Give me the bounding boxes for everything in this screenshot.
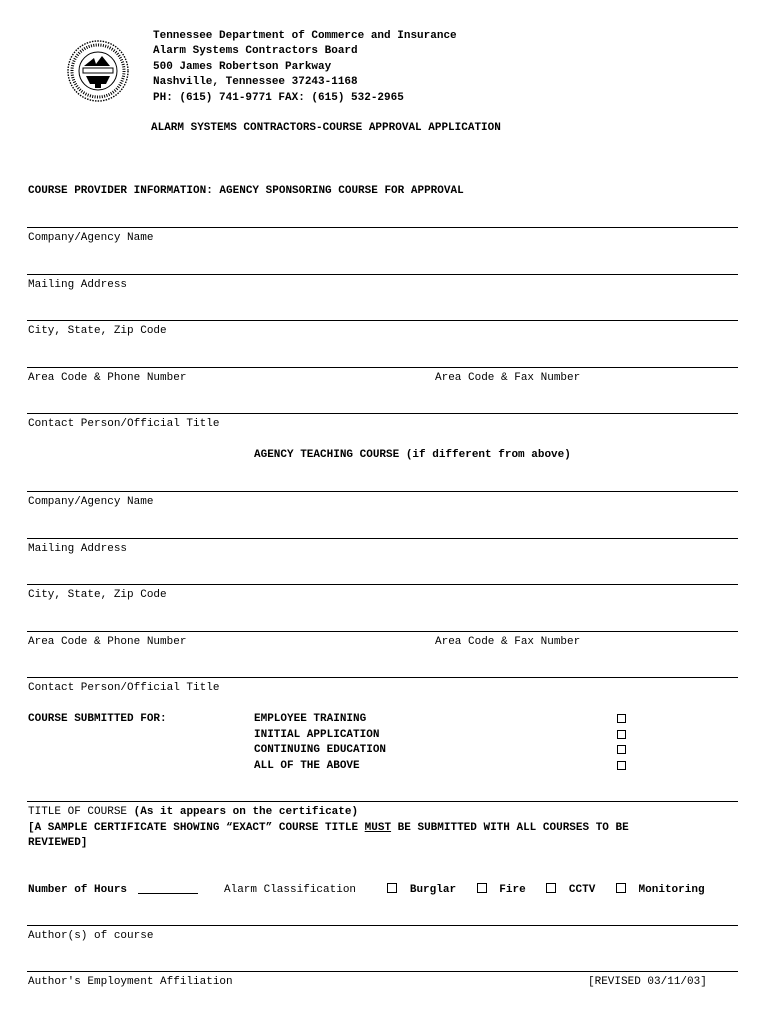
sample-note-start: [A SAMPLE CERTIFICATE SHOWING “EXACT” COURSE TITLE <box>28 822 365 834</box>
provider-city-field[interactable] <box>27 320 738 321</box>
course-title-row <box>28 806 358 818</box>
option-continuing-education-label: CONTINUING EDUCATION <box>254 744 387 756</box>
sample-note-end: BE SUBMITTED WITH ALL COURSES TO BE <box>391 822 629 834</box>
city-address: Nashville, Tennessee 37243-1168 <box>153 76 358 89</box>
cctv-label: CCTV <box>568 884 596 896</box>
teaching-company-field[interactable] <box>27 491 738 492</box>
teaching-mailing-field[interactable] <box>27 538 738 539</box>
teaching-phone-label: Area Code & Phone Number <box>28 636 187 648</box>
phone-fax: PH: (615) 741-9771 FAX: (615) 532-2965 <box>153 91 404 104</box>
author-field[interactable] <box>27 925 738 926</box>
option-initial-application-label: INITIAL APPLICATION <box>254 729 380 741</box>
teaching-mailing-label: Mailing Address <box>28 543 128 555</box>
form-title: ALARM SYSTEMS CONTRACTORS-COURSE APPROVAL APPLICATION <box>151 122 501 134</box>
affiliation-field[interactable] <box>27 971 738 972</box>
classification-row <box>224 883 705 896</box>
sample-note-line2: REVIEWED] <box>28 837 88 849</box>
burglar-label: Burglar <box>409 884 457 896</box>
provider-company-label: Company/Agency Name <box>28 232 154 244</box>
must-emphasis: MUST <box>364 822 392 834</box>
option-all-label: ALL OF THE ABOVE <box>254 760 360 772</box>
hours-row <box>28 883 198 896</box>
option-continuing-education-checkbox[interactable] <box>617 745 626 754</box>
state-seal-icon <box>66 38 130 104</box>
provider-mailing-field[interactable] <box>27 274 738 275</box>
provider-contact-label: Contact Person/Official Title <box>28 418 220 430</box>
course-title-field[interactable] <box>27 801 738 802</box>
teaching-city-label: City, State, Zip Code <box>28 589 167 601</box>
provider-phone-label: Area Code & Phone Number <box>28 372 187 384</box>
hours-input[interactable] <box>138 883 198 894</box>
teaching-contact-field[interactable] <box>27 677 738 678</box>
burglar-checkbox[interactable] <box>387 883 397 893</box>
submitted-label: COURSE SUBMITTED FOR: <box>28 713 167 725</box>
provider-section-title: COURSE PROVIDER INFORMATION: AGENCY SPONSORING COURSE FOR APPROVAL <box>28 185 464 197</box>
course-title-note: (As it appears on the certificate) <box>133 806 359 818</box>
option-employee-training-checkbox[interactable] <box>617 714 626 723</box>
dept-name: Tennessee Department of Commerce and Insurance <box>153 30 457 42</box>
classification-label: Alarm Classification <box>224 884 357 896</box>
teaching-company-label: Company/Agency Name <box>28 496 154 508</box>
monitoring-label: Monitoring <box>638 884 705 896</box>
teaching-phone-field[interactable] <box>27 631 738 632</box>
affiliation-label: Author's Employment Affiliation <box>28 976 233 988</box>
cctv-checkbox[interactable] <box>546 883 556 893</box>
provider-fax-label: Area Code & Fax Number <box>435 372 581 384</box>
course-title-label: TITLE OF COURSE <box>28 806 128 818</box>
option-all-checkbox[interactable] <box>617 761 626 770</box>
option-initial-application-checkbox[interactable] <box>617 730 626 739</box>
fire-checkbox[interactable] <box>477 883 487 893</box>
provider-company-field[interactable] <box>27 227 738 228</box>
provider-contact-field[interactable] <box>27 413 738 414</box>
teaching-fax-label: Area Code & Fax Number <box>435 636 581 648</box>
revised-date: [REVISED 03/11/03] <box>588 976 707 988</box>
street-address: 500 James Robertson Parkway <box>153 60 332 73</box>
teaching-city-field[interactable] <box>27 584 738 585</box>
sample-certificate-note <box>28 822 629 834</box>
monitoring-checkbox[interactable] <box>616 883 626 893</box>
author-label: Author(s) of course <box>28 930 154 942</box>
provider-mailing-label: Mailing Address <box>28 279 128 291</box>
board-name: Alarm Systems Contractors Board <box>153 45 358 58</box>
option-employee-training-label: EMPLOYEE TRAINING <box>254 713 367 725</box>
teaching-contact-label: Contact Person/Official Title <box>28 682 220 694</box>
provider-city-label: City, State, Zip Code <box>28 325 167 337</box>
teaching-section-title: AGENCY TEACHING COURSE (if different from above) <box>254 449 571 461</box>
provider-phone-field[interactable] <box>27 367 738 368</box>
fire-label: Fire <box>499 884 526 896</box>
hours-label: Number of Hours <box>28 884 128 896</box>
